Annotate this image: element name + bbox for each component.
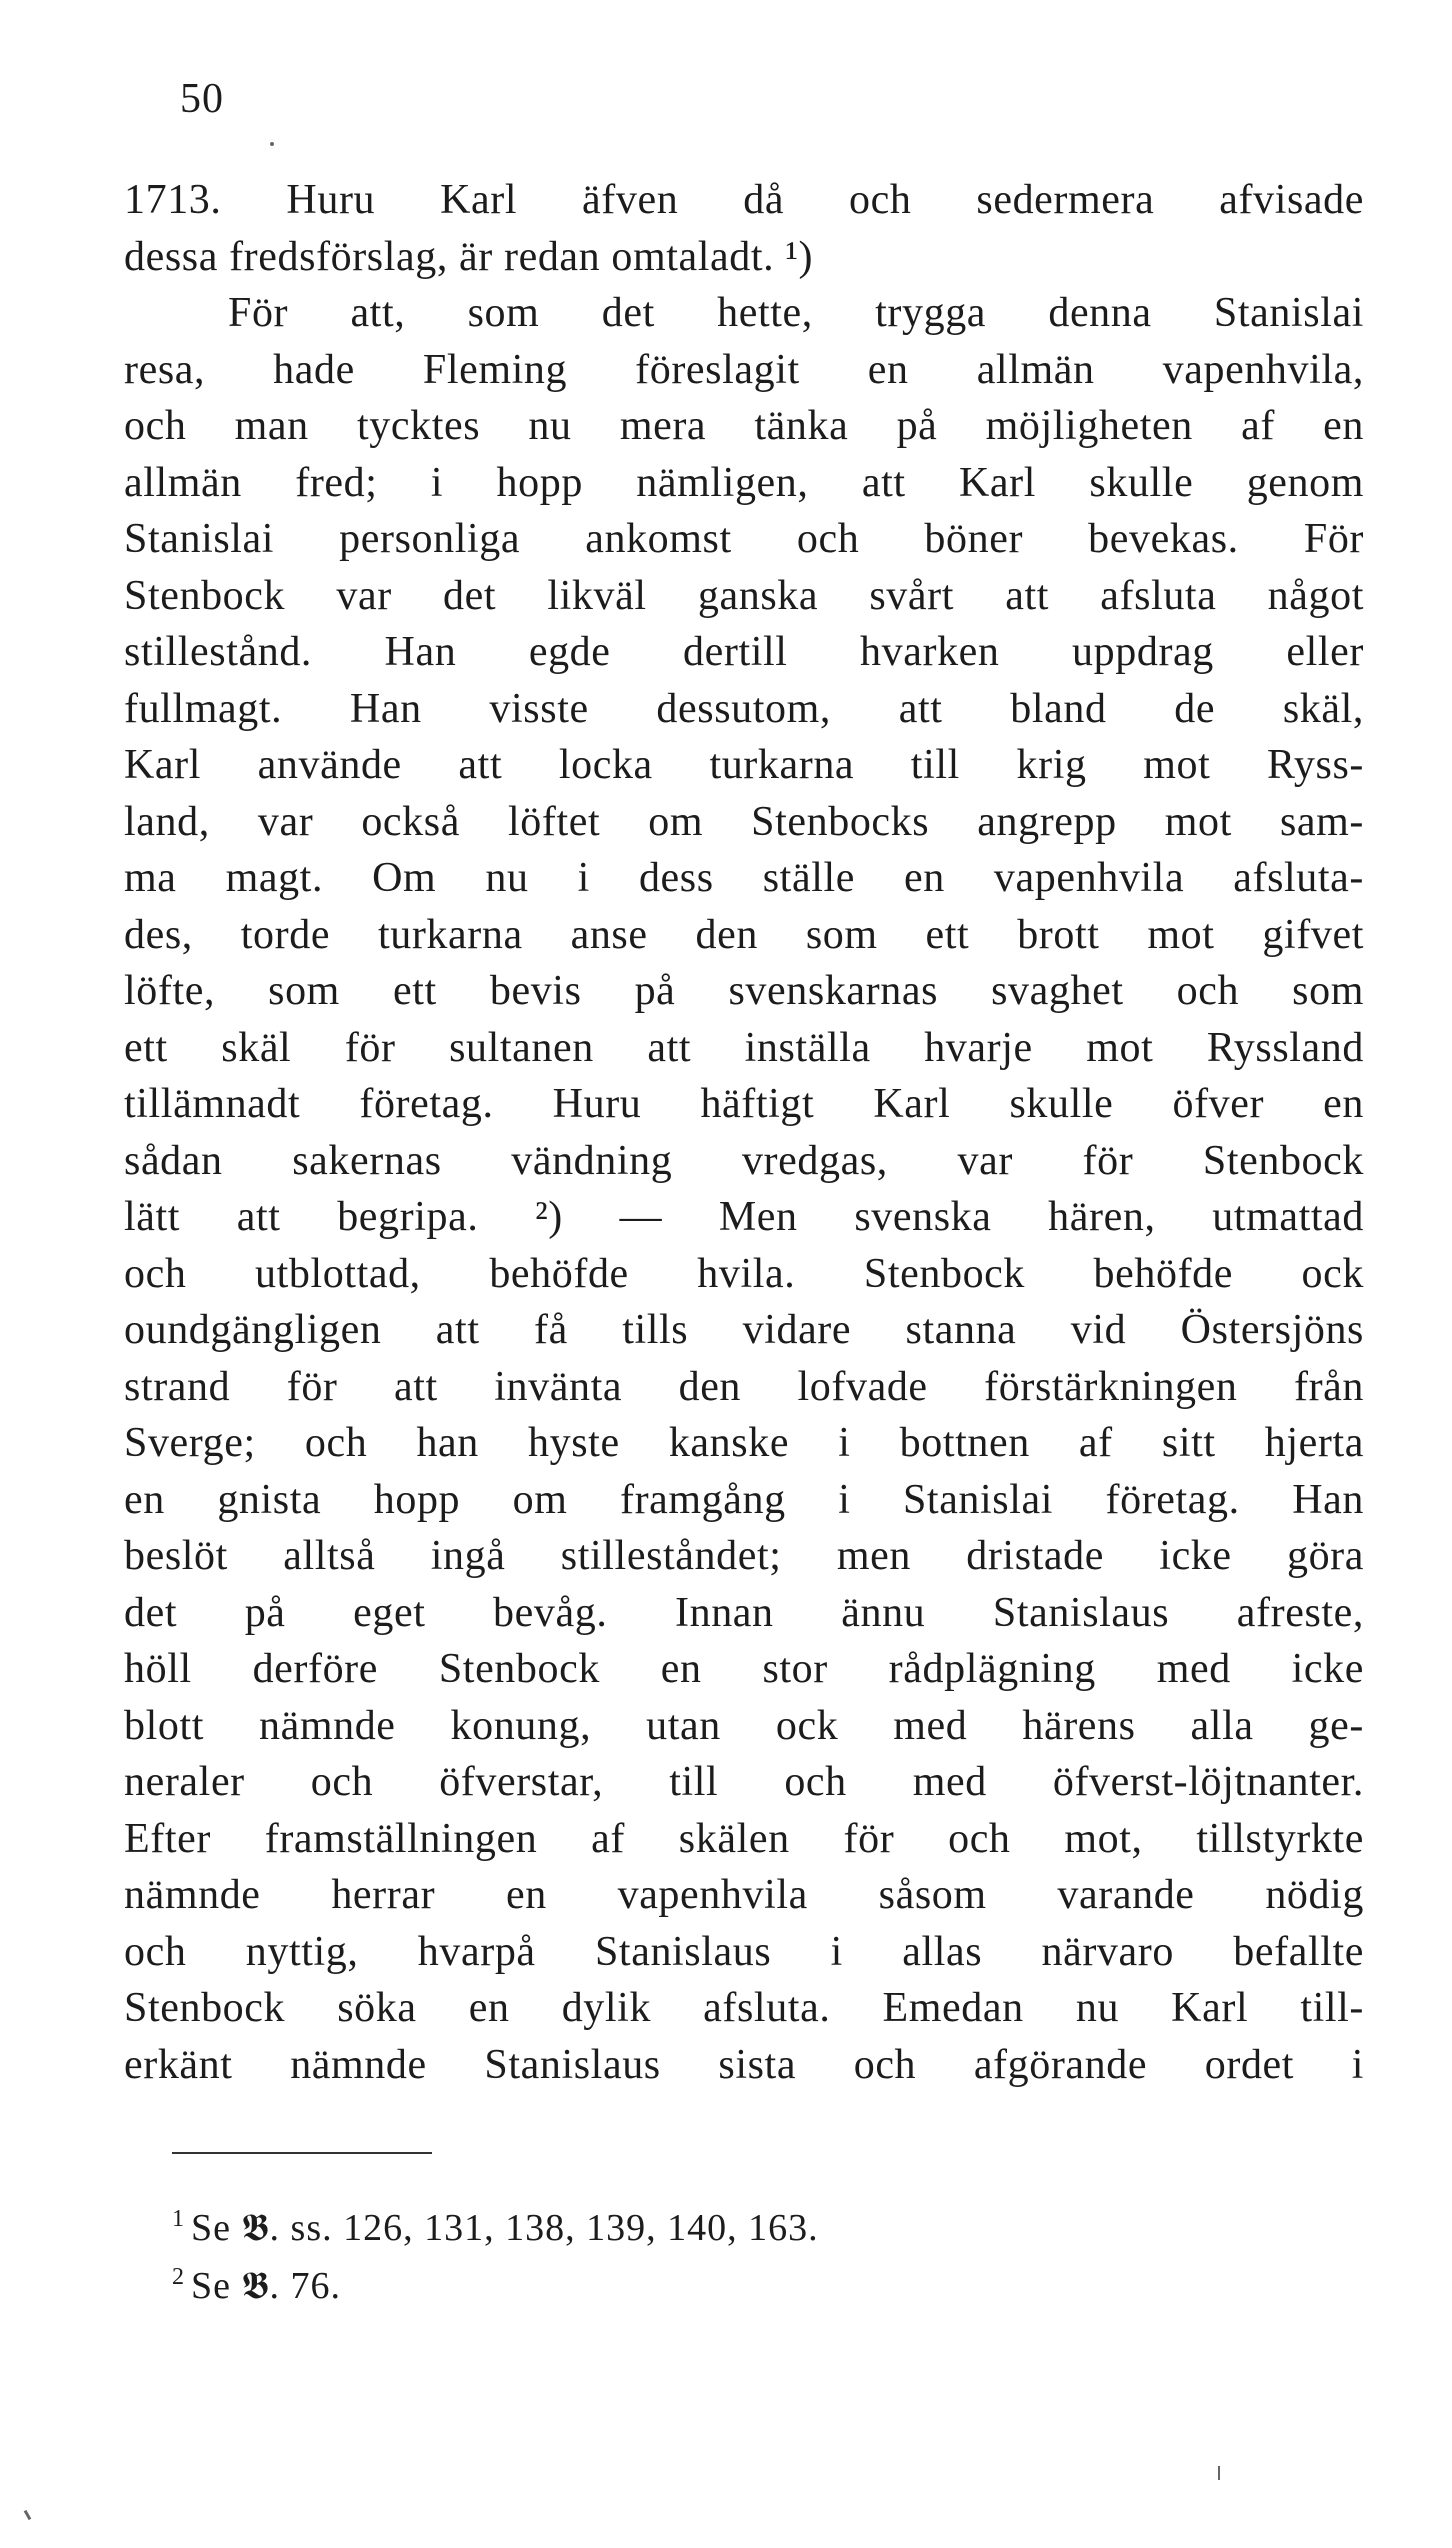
text-line: strand för att invänta den lofvade förstärkningen från	[124, 1363, 1364, 1410]
text-line: stillestånd. Han egde dertill hvarken uppdrag eller	[124, 629, 1364, 675]
text-line: allmän fred; i hopp nämligen, att Karl skulle genom	[124, 459, 1364, 506]
text-line: nämnde herrar en vapenhvila såsom varande nödig	[124, 1872, 1364, 1918]
page-number: 50	[180, 76, 224, 122]
text-line: resa, hade Fleming föreslagit en allmän vapenhvila,	[124, 346, 1364, 393]
footnotes	[172, 2190, 1272, 2306]
text-line: tillämnadt företag. Huru häftigt Karl skulle öfver en	[124, 1081, 1364, 1127]
text-line: en gnista hopp om framgång i Stanislai företag. Han	[124, 1476, 1364, 1523]
text-line: land, var också löftet om Stenbocks angrepp mot sam-	[124, 798, 1364, 845]
footnote	[172, 2190, 1272, 2248]
text-line: oundgängligen att få tills vidare stanna vid Östersjöns	[124, 1307, 1364, 1353]
text-line: Stenbock söka en dylik afsluta. Emedan nu Karl till-	[124, 1985, 1364, 2031]
text-line: och man tycktes nu mera tänka på möjligheten af en	[124, 403, 1364, 449]
footnote-marker: 1	[172, 2206, 185, 2232]
footnote-marker: 2	[172, 2264, 185, 2290]
text-line: blott nämnde konung, utan ock med härens alla ge-	[124, 1702, 1364, 1749]
text-line: löfte, som ett bevis på svenskarnas svaghet och som	[124, 968, 1364, 1014]
text-line: Efter framställningen af skälen för och mot, tillstyrkte	[124, 1815, 1364, 1862]
text-line: höll derföre Stenbock en stor rådplägning med icke	[124, 1646, 1364, 1692]
paper-speck	[1218, 2466, 1220, 2480]
text-line: och nyttig, hvarpå Stanislaus i allas närvaro befallte	[124, 1928, 1364, 1975]
text-line: Stenbock var det likväl ganska svårt att afsluta något	[124, 572, 1364, 619]
text-line: Karl använde att locka turkarna till krig mot Ryss-	[124, 742, 1364, 788]
text-line: ma magt. Om nu i dess ställe en vapenhvila afsluta-	[124, 855, 1364, 901]
text-line: beslöt alltså ingå stilleståndet; men dristade icke göra	[124, 1533, 1364, 1579]
text-line: lätt att begripa. ²) — Men svenska hären, utmattad	[124, 1194, 1364, 1240]
footnote-text: Se 𝕭. 76.	[191, 2265, 342, 2307]
paper-speck	[24, 2510, 32, 2520]
text-line: des, torde turkarna anse den som ett brott mot gifvet	[124, 911, 1364, 958]
text-line: fullmagt. Han visste dessutom, att bland de skäl,	[124, 685, 1364, 732]
footnote-divider	[172, 2152, 432, 2154]
text-line: sådan sakernas vändning vredgas, var för Stenbock	[124, 1137, 1364, 1184]
text-line: och utblottad, behöfde hvila. Stenbock behöfde ock	[124, 1250, 1364, 1297]
body-text	[124, 172, 1364, 2093]
text-line: 1713. Huru Karl äfven då och sedermera afvisade	[124, 177, 1364, 223]
footnote-text: Se 𝕭. ss. 126, 131, 138, 139, 140, 163.	[191, 2207, 819, 2249]
text-line: Stanislai personliga ankomst och böner bevekas. För	[124, 516, 1364, 562]
text-line: dessa fredsförslag, är redan omtaladt. ¹)	[124, 233, 814, 280]
text-line: För att, som det hette, trygga denna Stanislai	[228, 290, 1364, 336]
footnote	[172, 2248, 1272, 2306]
text-line: ett skäl för sultanen att inställa hvarje mot Ryssland	[124, 1024, 1364, 1071]
paper-speck	[270, 142, 274, 146]
text-line: Sverge; och han hyste kanske i bottnen af sitt hjerta	[124, 1420, 1364, 1466]
text-line: neraler och öfverstar, till och med öfverst-löjtnanter.	[124, 1759, 1364, 1805]
text-line: det på eget bevåg. Innan ännu Stanislaus afreste,	[124, 1589, 1364, 1636]
text-line: erkänt nämnde Stanislaus sista och afgörande ordet i	[124, 2041, 1364, 2088]
